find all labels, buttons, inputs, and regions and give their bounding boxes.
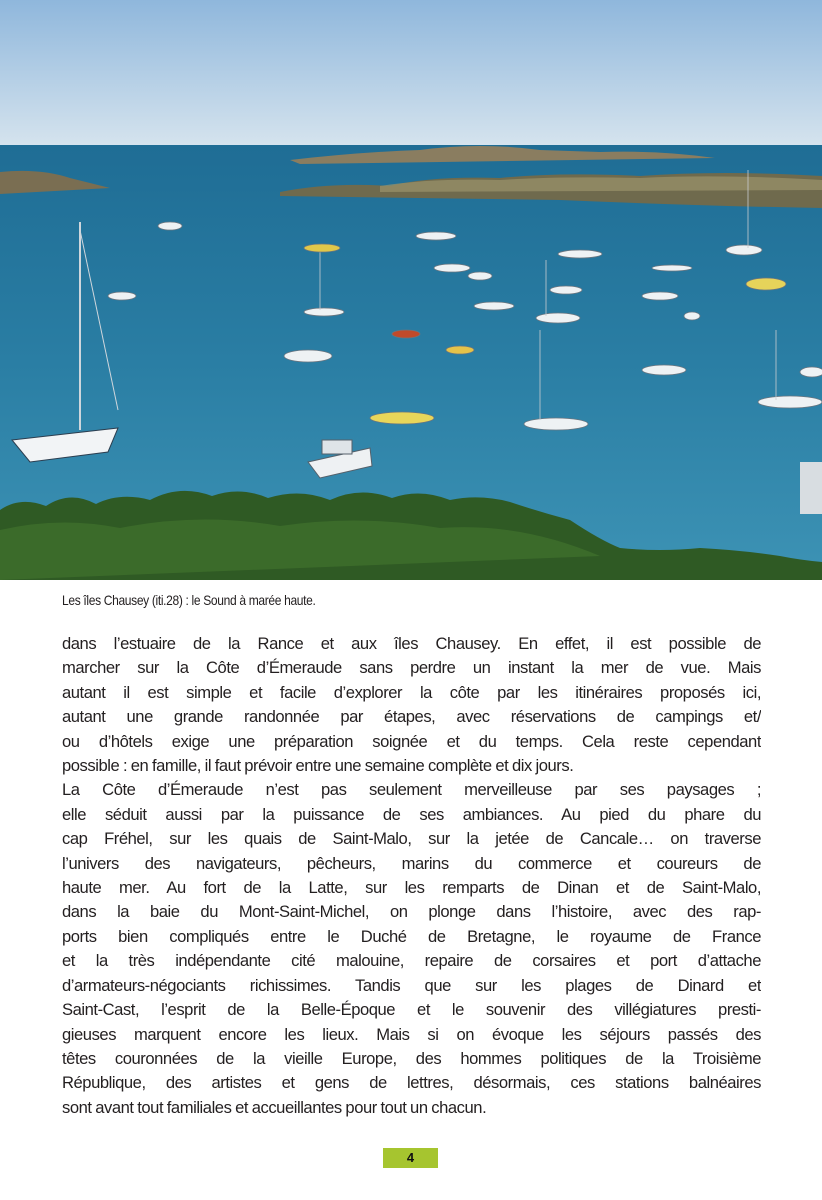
text-line: et la très indépendante cité malouine, repaire de corsaires et port d’attache (62, 951, 761, 971)
photo-caption: Les îles Chausey (iti.28) : le Sound à marée haute. (62, 592, 316, 608)
page-number: 4 (383, 1148, 438, 1168)
sky (0, 0, 822, 148)
text-line: sont avant tout familiales et accueillantes pour tout un chacun. (62, 1097, 487, 1117)
text-line: d’armateurs-négociants richissimes. Tandis que sur les plages de Dinard et (62, 975, 761, 995)
text-line: gieuses marquent encore les lieux. Mais si on évoque les séjours passés des (62, 1024, 761, 1044)
text-line: autant il est simple et facile d’explorer la côte par les itinéraires proposés ici, (62, 682, 761, 702)
text-line: La Côte d’Émeraude n’est pas seulement merveilleuse par ses paysages ; (62, 780, 761, 800)
cover-photo (0, 0, 822, 580)
text-line: ou d’hôtels exige une préparation soignée et du temps. Cela reste cependant (62, 731, 761, 751)
text-line: haute mer. Au fort de la Latte, sur les remparts de Dinan et de Saint-Malo, (62, 878, 761, 898)
text-line: marcher sur la Côte d’Émeraude sans perdre un instant la mer de vue. Mais (62, 658, 761, 678)
text-line: autant une grande randonnée par étapes, avec réservations de campings et/ (62, 707, 761, 727)
text-line: ports bien compliqués entre le Duché de Bretagne, le royaume de France (62, 926, 761, 946)
text-line: têtes couronnées de la vieille Europe, des hommes politiques de la Troisième (62, 1048, 761, 1068)
body-text (62, 632, 761, 1120)
text-line: elle séduit aussi par la puissance de ses ambiances. Au pied du phare du (62, 804, 761, 824)
text-line: République, des artistes et gens de lettres, désormais, ces stations balnéaires (62, 1073, 761, 1093)
text-line: possible : en famille, il faut prévoir entre une semaine complète et dix jours. (62, 756, 574, 776)
text-line: Saint-Cast, l’esprit de la Belle-Époque et le souvenir des villégiatures presti- (62, 1000, 761, 1020)
text-line: cap Fréhel, sur les quais de Saint-Malo, sur la jetée de Cancale… on traverse (62, 829, 761, 849)
text-line: dans l’estuaire de la Rance et aux îles Chausey. En effet, il est possible de (62, 634, 761, 653)
text-line: l’univers des navigateurs, pêcheurs, marins du commerce et coureurs de (62, 853, 761, 873)
text-line: dans la baie du Mont-Saint-Michel, on plonge dans l’histoire, avec des rap- (62, 902, 761, 922)
boat-edge-right (800, 462, 822, 514)
